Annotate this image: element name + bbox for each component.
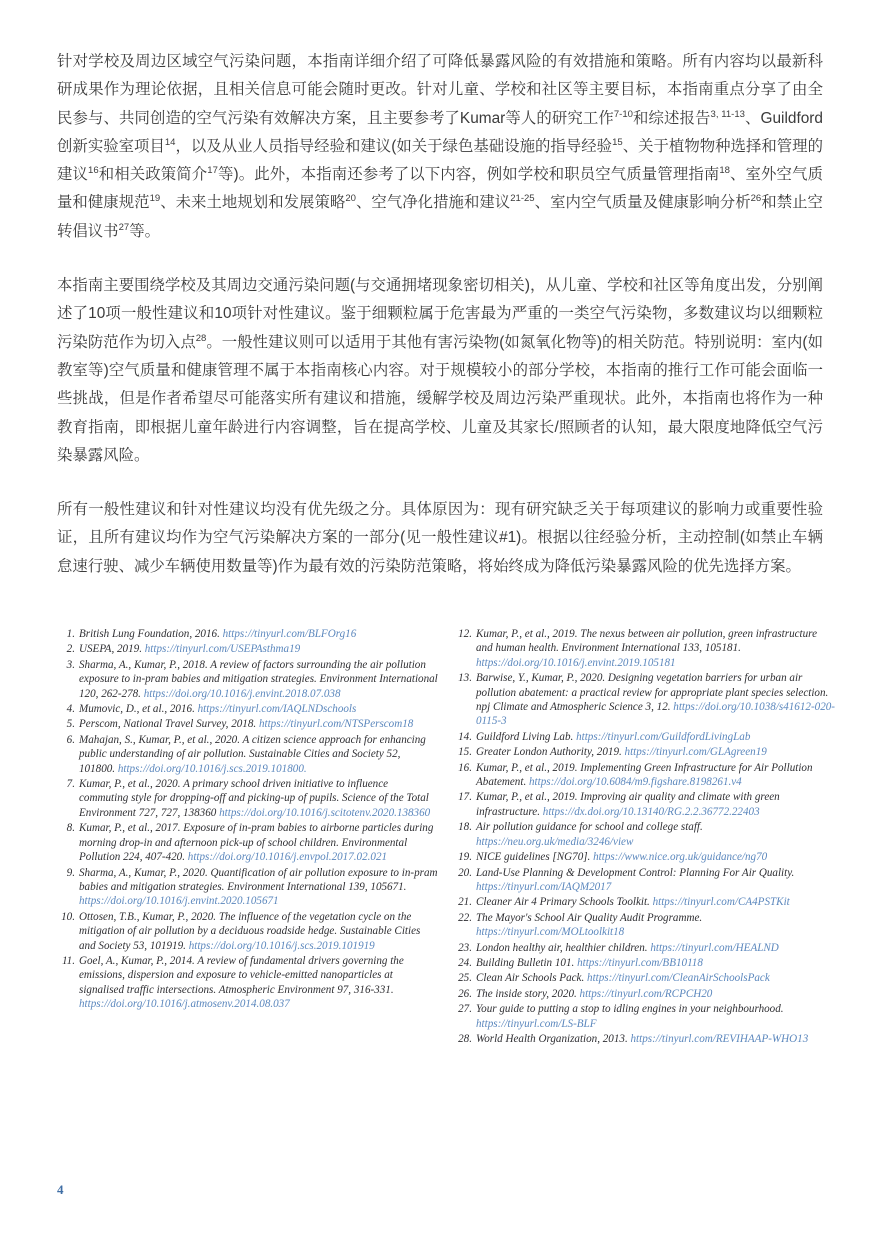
reference-text bbox=[79, 867, 438, 908]
text-run: 等。 bbox=[129, 222, 160, 240]
reference-item bbox=[55, 733, 438, 776]
text-run: 和相关政策简介 bbox=[98, 166, 208, 184]
text-run: Kumar, P., et al., 2019. Implementing Green Infrastructure for Air Pollution Abatement. bbox=[476, 761, 813, 789]
text-run: USEPA, 2019. bbox=[79, 643, 145, 656]
reference-item bbox=[452, 671, 835, 729]
reference-link[interactable]: https://dx.doi.org/10.13140/RG.2.2.36772.22403 bbox=[542, 805, 760, 818]
paragraph-2 bbox=[57, 272, 823, 470]
reference-item bbox=[452, 761, 835, 790]
citation-superscript: 18 bbox=[719, 165, 730, 177]
text-run: Sharma, A., Kumar, P., 2018. A review of factors surrounding the air pollution exposure to in-pram babies and mitigation strategies. Environment International 120, 262-278. bbox=[79, 658, 438, 700]
reference-item bbox=[55, 702, 438, 716]
reference-link[interactable]: https://tinyurl.com/NTSPerscom18 bbox=[258, 718, 414, 731]
reference-link[interactable]: https://tinyurl.com/BB10118 bbox=[577, 956, 703, 969]
citation-superscript: 14 bbox=[164, 136, 176, 148]
reference-link[interactable]: https://tinyurl.com/MOLtoolkit18 bbox=[476, 926, 625, 939]
reference-link[interactable]: https://doi.org/10.1038/s41612-020-0115-3 bbox=[476, 701, 835, 728]
citation-superscript: 19 bbox=[149, 193, 161, 205]
reference-link[interactable]: https://doi.org/10.6084/m9.figshare.8198261.v4 bbox=[529, 776, 742, 789]
reference-item bbox=[55, 642, 438, 656]
reference-item bbox=[55, 717, 438, 731]
reference-link[interactable]: https://tinyurl.com/RCPCH20 bbox=[579, 987, 713, 1000]
reference-link[interactable]: https://doi.org/10.1016/j.scitotenv.2020.138360 bbox=[219, 806, 431, 819]
citation-superscript: 17 bbox=[207, 165, 218, 177]
text-run: NICE guidelines [NG70]. bbox=[476, 851, 594, 864]
citation-superscript: 21-25 bbox=[510, 193, 535, 205]
reference-link[interactable]: https://doi.org/10.1016/j.envint.2019.105181 bbox=[476, 656, 676, 669]
reference-link[interactable]: https://doi.org/10.1016/j.envpol.2017.02.021 bbox=[187, 851, 388, 864]
reference-text bbox=[79, 703, 356, 715]
text-run: Perscom, National Travel Survey, 2018. bbox=[79, 718, 259, 731]
text-run: Greater London Authority, 2019. bbox=[476, 746, 625, 759]
text-run: Land-Use Planning & Development Control: Planning For Air Quality. bbox=[476, 866, 795, 879]
reference-text bbox=[79, 911, 420, 952]
reference-text bbox=[476, 988, 712, 1000]
reference-item bbox=[55, 954, 438, 1012]
references-right-column bbox=[452, 627, 835, 1047]
reference-text bbox=[79, 734, 426, 775]
reference-number: 28. bbox=[458, 1032, 472, 1045]
reference-link[interactable]: https://tinyurl.com/GuildfordLivingLab bbox=[576, 730, 751, 743]
citation-superscript: 7-10 bbox=[613, 108, 633, 120]
reference-text bbox=[79, 955, 404, 1010]
reference-link[interactable]: https://tinyurl.com/BLFOrg16 bbox=[222, 628, 357, 640]
references-section bbox=[55, 627, 835, 1047]
citation-superscript: 27 bbox=[118, 221, 130, 233]
body-prose bbox=[57, 48, 823, 581]
reference-item bbox=[452, 730, 835, 744]
reference-number: 2. bbox=[66, 643, 75, 656]
text-run: 针对学校及周边区域空气污染问题，本指南详细介绍了可降低暴露风险的有效措施和策略。所有内容均以最新科研成果作为理论依据，且相关信息可能会随时更改。针对儿童、学校和社区等主要目标，本指南重点分享了由全民参与、共同创造的空气污染有效解决方案，且主要参考了Kumar等人的研究工作 bbox=[57, 53, 823, 127]
reference-number: 27. bbox=[458, 1003, 472, 1016]
citation-superscript: 15 bbox=[612, 136, 623, 148]
text-run: 和综述报告 bbox=[632, 109, 711, 127]
reference-item bbox=[452, 627, 835, 670]
text-run: 。一般性建议则可以适用于其他有害污染物(如氮氧化物等)的相关防范。特别说明：室内(如教室等)空气质量和健康管理不属于本指南核心内容。对于规模较小的部分学校，本指南的推行工作可能会面临一些挑战，但是作者希望尽可能落实所有建议和措施，缓解学校及周边污染严重现状。此外，本指南也将作为一种教育指南，即根据儿童年龄进行内容调整，旨在提高学校、儿童及其家长/照顾者的认知，最大限度地降低空气污染暴露风险。 bbox=[57, 333, 823, 464]
reference-item bbox=[452, 866, 835, 895]
text-run: The Mayor's School Air Quality Audit Programme. bbox=[476, 911, 703, 924]
text-run: Kumar, P., et al., 2019. The nexus between air pollution, green infrastructure and human health. Environment International 133, 105181. bbox=[476, 628, 818, 655]
reference-number: 9. bbox=[66, 866, 75, 879]
reference-item bbox=[452, 790, 835, 819]
reference-number: 21. bbox=[458, 896, 472, 909]
text-run: 、未来土地规划和发展策略 bbox=[160, 194, 346, 212]
reference-number: 7. bbox=[66, 778, 75, 791]
reference-number: 25. bbox=[458, 972, 472, 985]
reference-number: 6. bbox=[66, 733, 75, 746]
reference-text bbox=[79, 643, 300, 655]
reference-text bbox=[476, 896, 790, 908]
reference-number: 23. bbox=[458, 941, 472, 954]
paragraph-3 bbox=[57, 496, 823, 581]
text-run: Cleaner Air 4 Primary Schools Toolkit. bbox=[476, 896, 653, 909]
reference-number: 26. bbox=[458, 987, 472, 1000]
citation-superscript: 26 bbox=[750, 193, 762, 205]
reference-link[interactable]: https://tinyurl.com/IAQM2017 bbox=[476, 880, 612, 893]
text-run: Clean Air Schools Pack. bbox=[476, 972, 588, 985]
reference-item bbox=[452, 820, 835, 849]
text-run: Your guide to putting a stop to idling engines in your neighbourhood. bbox=[476, 1003, 784, 1016]
text-run: London healthy air, healthier children. bbox=[476, 941, 651, 954]
reference-number: 18. bbox=[458, 821, 472, 834]
reference-number: 8. bbox=[66, 822, 75, 835]
reference-text bbox=[476, 912, 702, 938]
reference-text bbox=[476, 942, 779, 954]
reference-number: 15. bbox=[458, 746, 472, 759]
reference-text bbox=[476, 731, 750, 743]
reference-text bbox=[476, 957, 703, 969]
reference-link[interactable]: https://doi.org/10.1016/j.scs.2019.101800. bbox=[117, 762, 307, 775]
reference-text bbox=[476, 1033, 808, 1045]
reference-link[interactable]: https://tinyurl.com/IAQLNDschools bbox=[197, 703, 357, 716]
reference-text bbox=[476, 851, 767, 863]
text-run: ，以及从业人员指导经验和建议(如关于绿色基础设施的指导经验 bbox=[175, 137, 613, 155]
reference-text bbox=[476, 672, 835, 727]
reference-number: 24. bbox=[458, 956, 472, 969]
reference-text bbox=[476, 762, 813, 788]
citation-superscript: 28 bbox=[195, 332, 207, 344]
reference-text bbox=[79, 778, 430, 819]
reference-number: 22. bbox=[458, 911, 472, 924]
reference-link[interactable]: https://doi.org/10.1016/j.envint.2020.105671 bbox=[79, 895, 279, 908]
text-run: Sharma, A., Kumar, P., 2020. Quantification of air pollution exposure to in-pram babies and mitigation strategies. Environment International 139, 105671. bbox=[79, 866, 438, 893]
reference-link[interactable]: https://tinyurl.com/REVIHAAP-WHO13 bbox=[630, 1032, 809, 1045]
text-run: Goel, A., Kumar, P., 2014. A review of fundamental drivers governing the emissions, dispersion and exposure to vehicle-emitted nanoparticles at signalised traffic intersections. Atmospheric Environment 97, 316-331. bbox=[79, 954, 404, 996]
reference-item bbox=[452, 941, 835, 955]
reference-number: 17. bbox=[458, 791, 472, 804]
reference-item bbox=[452, 895, 835, 909]
text-run: 所有一般性建议和针对性建议均没有优先级之分。具体原因为：现有研究缺乏关于每项建议的影响力或重要性验证，且所有建议均作为空气污染解决方案的一部分(见一般性建议#1)。根据以往经验分析，主动控制(如禁止车辆怠速行驶、减少车辆使用数量等)作为最有效的污染防范策略，将始终成为降低污染暴露风险的优先选择方案。 bbox=[57, 501, 823, 575]
text-run: Ottosen, T.B., Kumar, P., 2020. The influence of the vegetation cycle on the mitigation of air pollution by a deciduous roadside hedge. Sustainable Cities and Society 53, 101919. bbox=[79, 910, 421, 952]
reference-text bbox=[79, 718, 413, 730]
reference-item bbox=[55, 910, 438, 953]
reference-item bbox=[452, 745, 835, 759]
text-run: Building Bulletin 101. bbox=[476, 956, 578, 969]
text-run: 本指南主要围绕学校及其周边交通污染问题(与交通拥堵现象密切相关)，从儿童、学校和社区等角度出发，分别阐述了10项一般性建议和10项针对性建议。鉴于细颗粒属于危害最为严重的一类空气污染物，多数建议均以细颗粒污染防范作为切入点 bbox=[57, 277, 823, 351]
reference-text bbox=[476, 746, 767, 758]
reference-item bbox=[452, 956, 835, 970]
reference-number: 4. bbox=[66, 703, 75, 716]
reference-text bbox=[476, 1003, 784, 1029]
citation-superscript: 16 bbox=[88, 165, 99, 177]
reference-item bbox=[55, 627, 438, 641]
text-run: 、室内空气质量及健康影响分析 bbox=[534, 194, 751, 212]
reference-item bbox=[452, 911, 835, 940]
reference-item bbox=[452, 850, 835, 864]
reference-item bbox=[55, 658, 438, 701]
reference-item bbox=[452, 971, 835, 985]
text-run: 等)。此外，本指南还参考了以下内容，例如学校和职员空气质量管理指南 bbox=[217, 166, 720, 184]
reference-number: 14. bbox=[458, 730, 472, 743]
reference-item bbox=[452, 987, 835, 1001]
paragraph-1 bbox=[57, 48, 823, 246]
reference-number: 1. bbox=[66, 628, 75, 640]
text-run: Mahajan, S., Kumar, P., et al., 2020. A citizen science approach for enhancing public understanding of air pollution. Sustainable Cities and Society 52, 101800. bbox=[79, 733, 426, 775]
text-run: Kumar, P., et al., 2020. A primary school driven initiative to influence commuting style for dropping-off and picking-up of pupils. Science of the Total Environment 727, 727, 138360 bbox=[79, 778, 429, 819]
text-run: World Health Organization, 2013. bbox=[476, 1032, 631, 1045]
text-run: Guildford Living Lab. bbox=[476, 730, 577, 743]
reference-number: 10. bbox=[61, 910, 75, 923]
reference-item bbox=[452, 1032, 835, 1046]
reference-link[interactable]: https://doi.org/10.1016/j.envint.2018.07.038 bbox=[143, 687, 341, 700]
reference-link[interactable]: https://tinyurl.com/LS-BLF bbox=[476, 1017, 597, 1030]
reference-link[interactable]: https://tinyurl.com/USEPAsthma19 bbox=[144, 643, 301, 656]
reference-number: 12. bbox=[458, 628, 472, 640]
text-run: 、关于植物物种选择和管理的建议 bbox=[57, 137, 823, 184]
reference-text bbox=[476, 867, 794, 893]
reference-number: 16. bbox=[458, 761, 472, 774]
reference-number: 13. bbox=[458, 672, 472, 685]
text-run: Kumar, P., et al., 2019. Improving air quality and climate with green infrastructure. bbox=[476, 791, 780, 818]
text-run: 、Guildford创新实验室项目 bbox=[57, 109, 823, 155]
reference-link[interactable]: https://neu.org.uk/media/3246/view bbox=[476, 835, 634, 848]
reference-text bbox=[79, 659, 438, 700]
reference-text bbox=[476, 972, 770, 984]
reference-link[interactable]: https://doi.org/10.1016/j.atmosenv.2014.08.037 bbox=[79, 998, 290, 1011]
reference-text bbox=[476, 791, 780, 817]
text-run: Mumovic, D., et al., 2016. bbox=[79, 703, 198, 716]
reference-link[interactable]: https://tinyurl.com/GLAgreen19 bbox=[624, 746, 767, 759]
reference-number: 5. bbox=[66, 718, 75, 731]
reference-item bbox=[55, 777, 438, 820]
text-run: Kumar, P., et al., 2017. Exposure of in-pram babies to airborne particles during morning drop-in and afternoon pick-up of school children. Environmental Pollution 224, 407-420. bbox=[79, 822, 434, 864]
text-run: 和禁止空转倡议书 bbox=[57, 194, 823, 240]
reference-text bbox=[476, 821, 703, 847]
reference-item bbox=[55, 821, 438, 864]
text-run: British Lung Foundation, 2016. bbox=[79, 628, 223, 640]
reference-text bbox=[79, 822, 433, 863]
text-run: 、空气净化措施和建议 bbox=[355, 194, 511, 212]
citation-superscript: 3, 11-13 bbox=[710, 108, 745, 120]
text-run: Barwise, Y., Kumar, P., 2020. Designing vegetation barriers for urban air pollution abatement: a practical review for appropriate plant species selection. npj Climate and Atmospheric Science 3, 12. bbox=[476, 672, 829, 714]
page-number: 4 bbox=[57, 1182, 64, 1197]
reference-text bbox=[79, 628, 356, 640]
reference-number: 11. bbox=[61, 954, 75, 967]
reference-text bbox=[476, 628, 817, 669]
reference-item bbox=[452, 1002, 835, 1031]
reference-item bbox=[55, 866, 438, 909]
reference-number: 19. bbox=[458, 851, 472, 864]
reference-link[interactable]: https://tinyurl.com/CA4PSTKit bbox=[652, 896, 790, 909]
reference-number: 3. bbox=[66, 658, 75, 671]
reference-number: 20. bbox=[458, 866, 472, 879]
reference-link[interactable]: https://tinyurl.com/CleanAirSchoolsPack bbox=[587, 972, 770, 985]
reference-link[interactable]: https://tinyurl.com/HEALND bbox=[650, 941, 779, 954]
reference-link[interactable]: https://doi.org/10.1016/j.scs.2019.101919 bbox=[188, 939, 375, 952]
citation-superscript: 20 bbox=[345, 193, 356, 205]
text-run: The inside story, 2020. bbox=[476, 987, 580, 1000]
reference-link[interactable]: https://www.nice.org.uk/guidance/ng70 bbox=[593, 851, 768, 864]
text-run: Air pollution guidance for school and college staff. bbox=[476, 821, 703, 834]
text-run: 、室外空气质量和健康规范 bbox=[57, 166, 823, 212]
references-left-column bbox=[55, 627, 438, 1047]
